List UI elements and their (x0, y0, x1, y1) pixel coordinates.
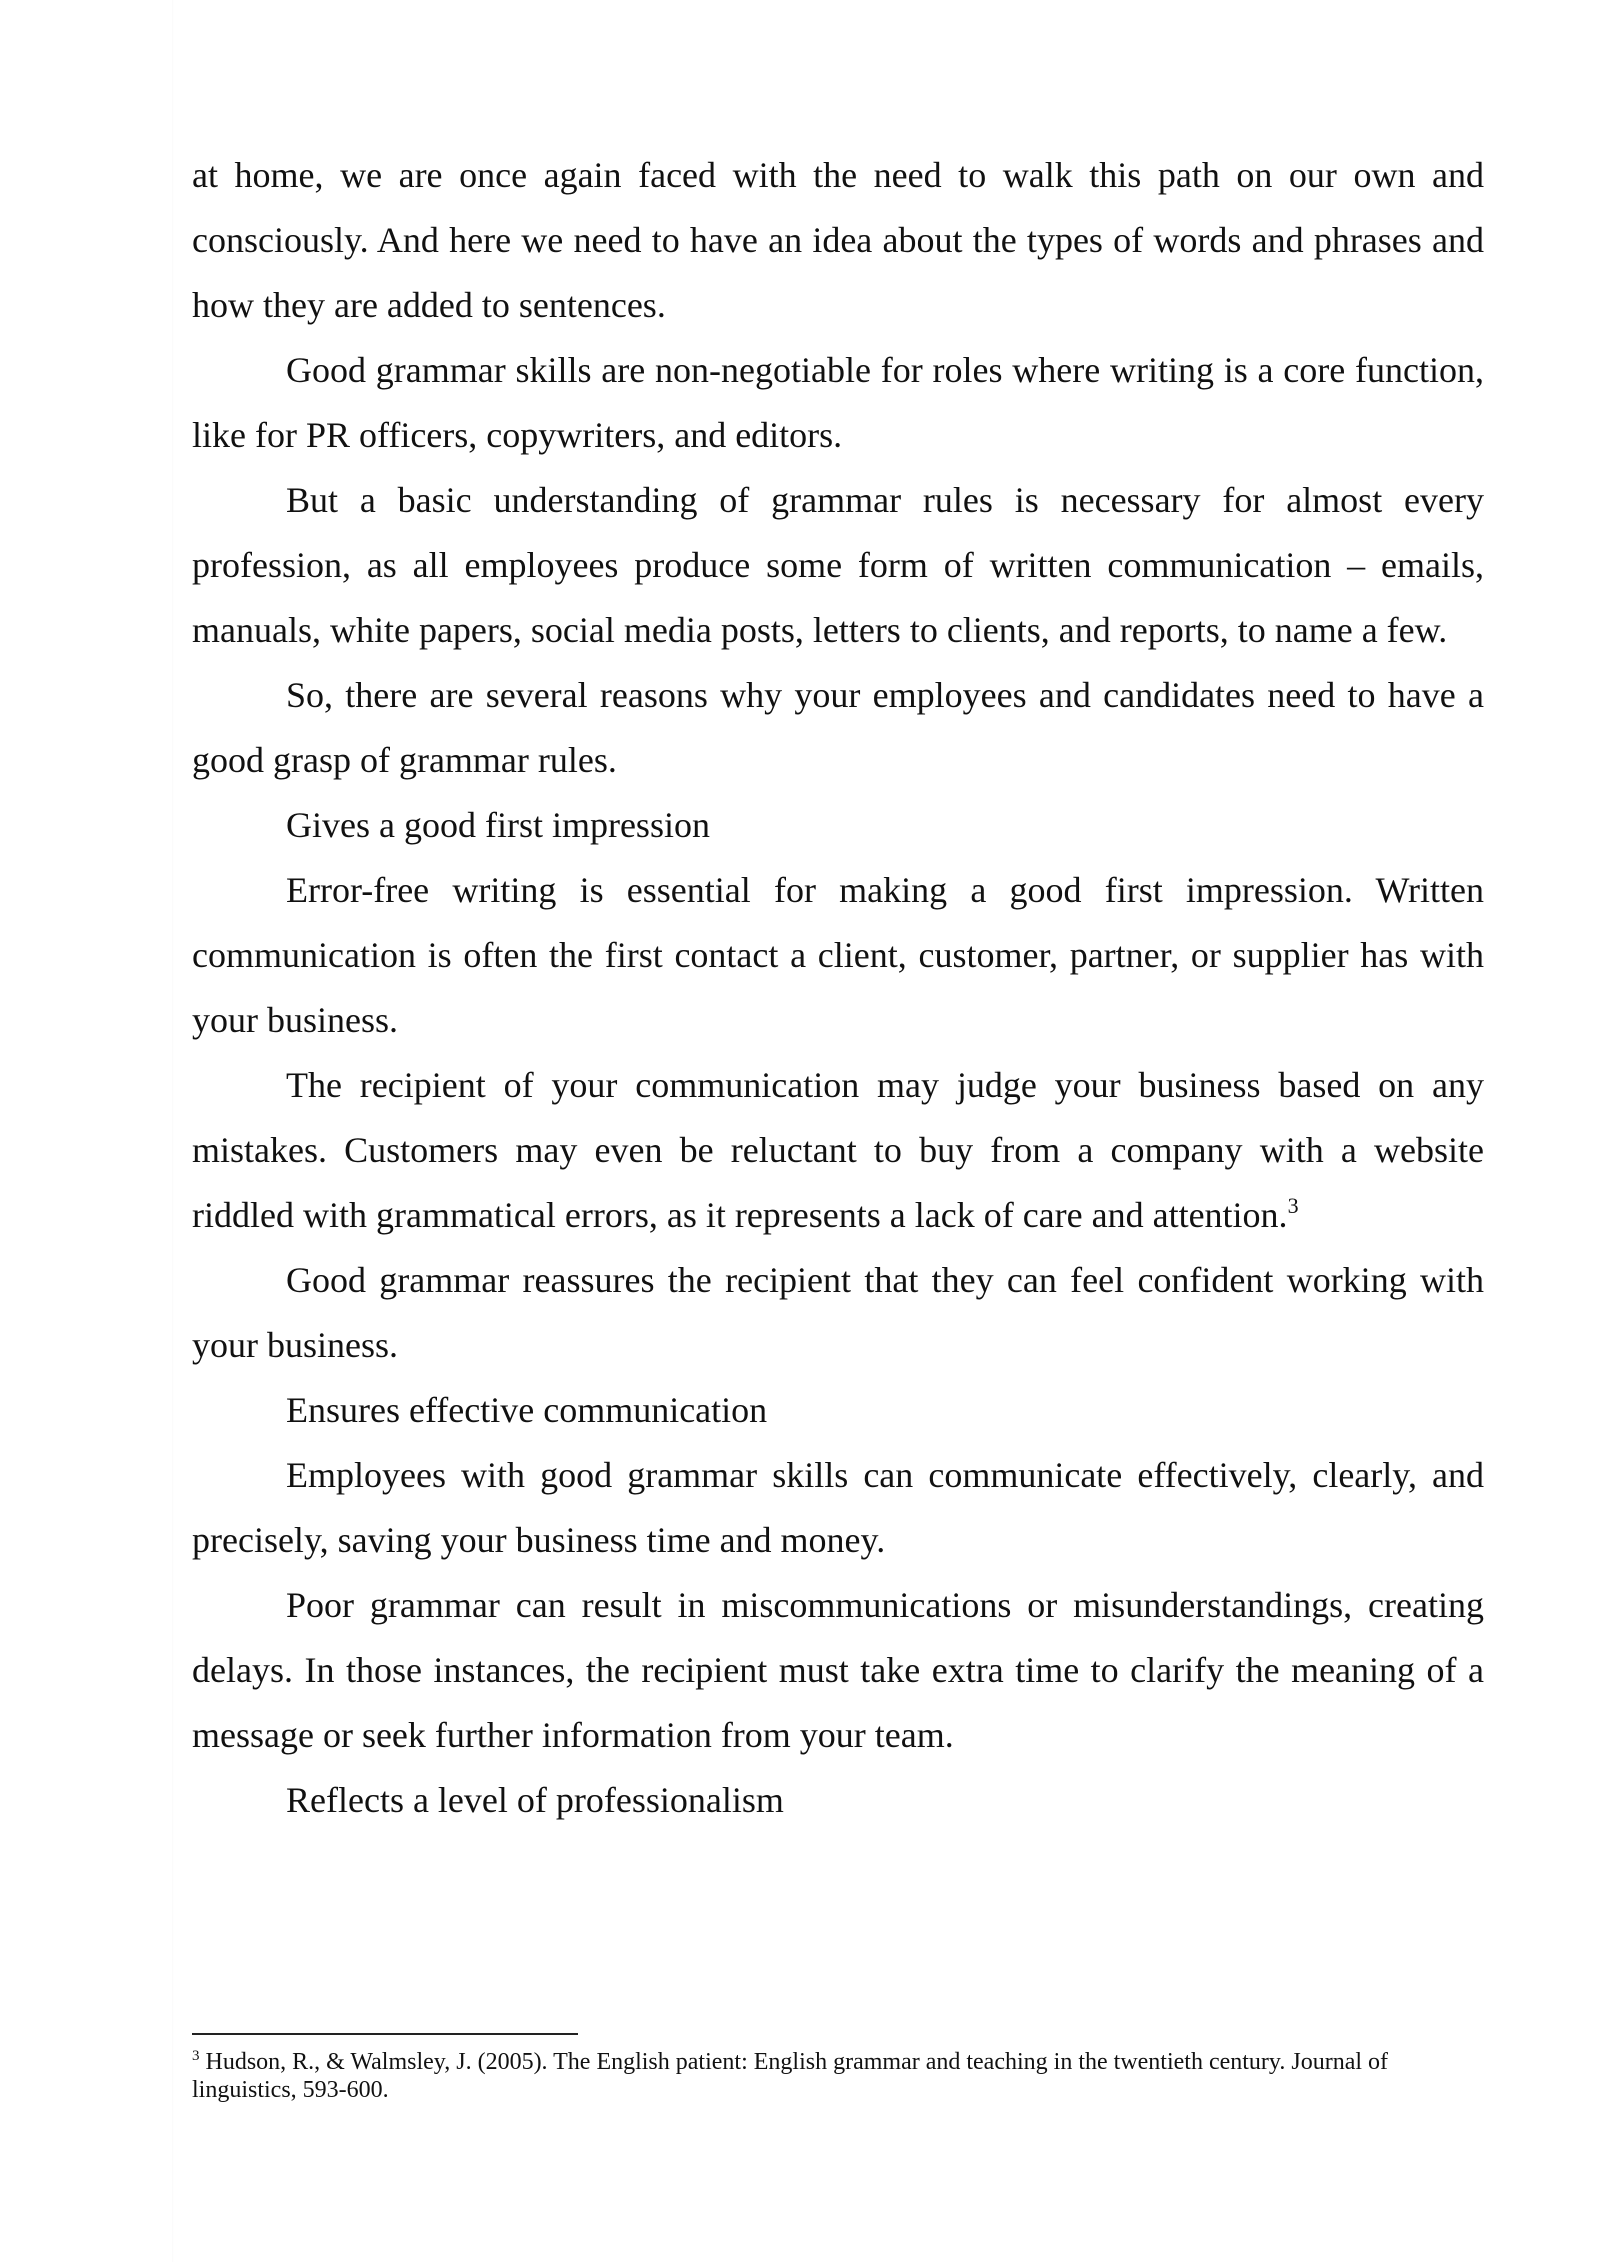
paragraph-text: The recipient of your communication may judge your business based on any mistakes. Customers may even be reluctant to buy from a company with a website riddled with grammatical errors, as it represents a lack of care and attention. (192, 1065, 1484, 1235)
page-edge-shadow (172, 0, 174, 2262)
footnote (192, 2048, 1492, 2104)
paragraph: Poor grammar can result in miscommunications or misunderstandings, creating delays. In those instances, the recipient must take extra time to clarify the meaning of a message or seek further information from your team. (192, 1585, 1484, 1755)
paragraph: Employees with good grammar skills can communicate effectively, clearly, and precisely, saving your business time and money. (192, 1455, 1484, 1560)
section-heading: Ensures effective communication (286, 1390, 768, 1430)
paragraph-with-footnote (192, 1053, 1484, 1248)
footnote-number: 3 (192, 2048, 200, 2064)
paragraph: But a basic understanding of grammar rules is necessary for almost every profession, as all employees produce some form of written communication – emails, manuals, white papers, social media posts, letters to clients, and reports, to name a few. (192, 480, 1484, 650)
section-heading: Gives a good first impression (286, 805, 710, 845)
section-heading: Reflects a level of professionalism (286, 1780, 784, 1820)
body-text (192, 143, 1484, 1833)
footnote-separator (192, 2033, 578, 2035)
footnote-reference[interactable]: 3 (1287, 1193, 1299, 1218)
paragraph: Good grammar skills are non-negotiable for roles where writing is a core function, like for PR officers, copywriters, and editors. (192, 350, 1484, 455)
footnote-text: Hudson, R., & Walmsley, J. (2005). The English patient: English grammar and teaching in the twentieth century. Journal of linguistics, 593-600. (192, 2049, 1389, 2103)
paragraph: Good grammar reassures the recipient that they can feel confident working with your business. (192, 1260, 1484, 1365)
paragraph: So, there are several reasons why your employees and candidates need to have a good grasp of grammar rules. (192, 675, 1484, 780)
paragraph: Error-free writing is essential for making a good first impression. Written communication is often the first contact a client, customer, partner, or supplier has with your business. (192, 870, 1484, 1040)
paragraph-continuation: at home, we are once again faced with the need to walk this path on our own and consciously. And here we need to have an idea about the types of words and phrases and how they are added to sentences. (192, 155, 1484, 325)
